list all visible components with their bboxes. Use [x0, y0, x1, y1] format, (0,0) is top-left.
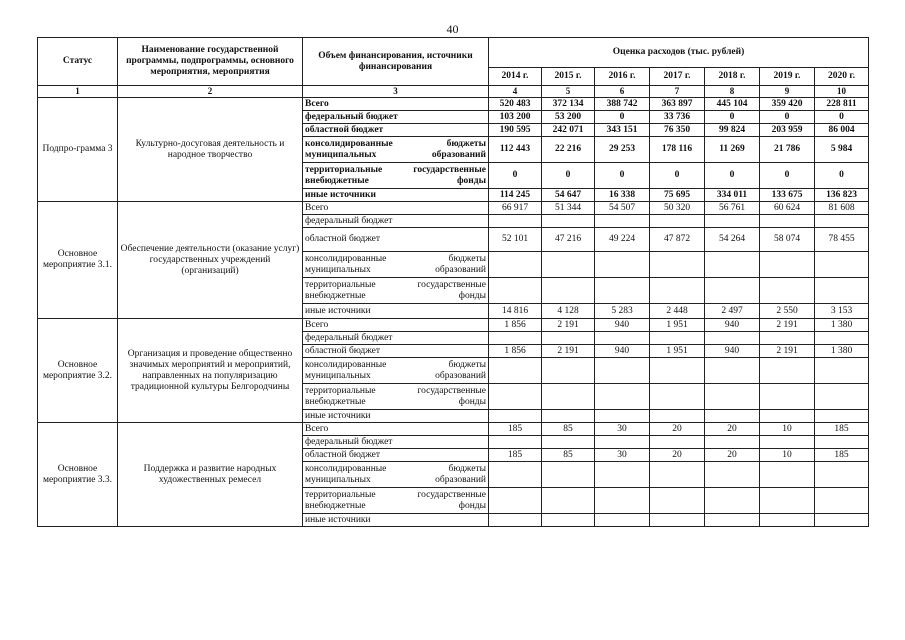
value-cell: 58 074 [760, 228, 815, 252]
value-cell: 0 [542, 163, 595, 189]
funding-source-cell: территориальные государственные внебюджетные фонды [303, 163, 489, 189]
value-cell [760, 215, 815, 228]
value-cell [595, 278, 650, 304]
value-cell [650, 514, 705, 527]
table-row [38, 423, 869, 436]
value-cell [815, 252, 869, 278]
value-cell [650, 332, 705, 345]
value-cell: 99 824 [705, 124, 760, 137]
value-cell [595, 436, 650, 449]
value-cell: 2 191 [760, 345, 815, 358]
funding-source-cell: территориальные государственные внебюджетные фонды [303, 278, 489, 304]
status-cell: Подпро-грамма 3 [38, 98, 118, 202]
header-volume: Объем финансирования, источники финансирования [303, 38, 489, 86]
funding-source-cell: иные источники [303, 514, 489, 527]
column-number: 4 [489, 86, 542, 98]
funding-source-cell: территориальные государственные внебюджетные фонды [303, 384, 489, 410]
column-number: 6 [595, 86, 650, 98]
value-cell: 2 497 [705, 304, 760, 319]
value-cell [542, 410, 595, 423]
value-cell [595, 332, 650, 345]
value-cell: 49 224 [595, 228, 650, 252]
column-number: 5 [542, 86, 595, 98]
value-cell [815, 436, 869, 449]
value-cell [650, 358, 705, 384]
value-cell: 14 816 [489, 304, 542, 319]
funding-source-cell: федеральный бюджет [303, 332, 489, 345]
value-cell: 940 [595, 319, 650, 332]
value-cell [815, 278, 869, 304]
column-number: 1 [38, 86, 118, 98]
value-cell: 54 647 [542, 189, 595, 202]
value-cell: 11 269 [705, 137, 760, 163]
header-year: 2020 г. [815, 68, 869, 86]
value-cell: 133 675 [760, 189, 815, 202]
value-cell [760, 410, 815, 423]
value-cell [760, 436, 815, 449]
value-cell: 2 191 [542, 319, 595, 332]
header-name: Наименование государственной программы, подпрограммы, основного мероприятия, мероприятия [118, 38, 303, 86]
value-cell [650, 462, 705, 488]
value-cell: 0 [760, 111, 815, 124]
value-cell [489, 410, 542, 423]
value-cell: 185 [489, 423, 542, 436]
value-cell: 940 [595, 345, 650, 358]
value-cell [705, 384, 760, 410]
value-cell [815, 514, 869, 527]
column-number: 3 [303, 86, 489, 98]
header-year: 2019 г. [760, 68, 815, 86]
value-cell: 47 216 [542, 228, 595, 252]
value-cell [595, 358, 650, 384]
value-cell: 30 [595, 449, 650, 462]
value-cell: 185 [815, 449, 869, 462]
value-cell: 0 [595, 111, 650, 124]
funding-source-cell: Всего [303, 98, 489, 111]
header-year: 2016 г. [595, 68, 650, 86]
value-cell: 5 283 [595, 304, 650, 319]
value-cell: 50 320 [650, 202, 705, 215]
value-cell: 1 856 [489, 319, 542, 332]
value-cell [489, 514, 542, 527]
value-cell [760, 278, 815, 304]
value-cell: 20 [650, 423, 705, 436]
value-cell: 1 380 [815, 345, 869, 358]
column-number: 9 [760, 86, 815, 98]
value-cell: 114 245 [489, 189, 542, 202]
value-cell [595, 252, 650, 278]
funding-source-cell: консолидированные бюджеты муниципальных образований [303, 137, 489, 163]
value-cell: 54 264 [705, 228, 760, 252]
value-cell [760, 332, 815, 345]
value-cell: 20 [650, 449, 705, 462]
value-cell [489, 488, 542, 514]
column-number: 8 [705, 86, 760, 98]
value-cell: 136 823 [815, 189, 869, 202]
value-cell: 66 917 [489, 202, 542, 215]
value-cell [489, 278, 542, 304]
value-cell: 185 [815, 423, 869, 436]
funding-source-cell: федеральный бюджет [303, 215, 489, 228]
value-cell [489, 332, 542, 345]
table-row [38, 98, 869, 111]
value-cell [705, 488, 760, 514]
value-cell: 78 455 [815, 228, 869, 252]
value-cell [760, 358, 815, 384]
funding-source-cell: Всего [303, 202, 489, 215]
value-cell: 0 [705, 163, 760, 189]
value-cell [650, 488, 705, 514]
funding-source-cell: федеральный бюджет [303, 436, 489, 449]
value-cell: 10 [760, 423, 815, 436]
value-cell: 372 134 [542, 98, 595, 111]
value-cell [650, 278, 705, 304]
funding-source-cell: консолидированные бюджеты муниципальных образований [303, 358, 489, 384]
value-cell [595, 384, 650, 410]
value-cell: 1 856 [489, 345, 542, 358]
value-cell [705, 462, 760, 488]
value-cell: 1 951 [650, 319, 705, 332]
header-year: 2015 г. [542, 68, 595, 86]
value-cell [705, 278, 760, 304]
value-cell: 363 897 [650, 98, 705, 111]
value-cell [705, 436, 760, 449]
value-cell: 242 071 [542, 124, 595, 137]
value-cell: 56 761 [705, 202, 760, 215]
value-cell [815, 488, 869, 514]
value-cell: 178 116 [650, 137, 705, 163]
status-cell: Основное мероприятие 3.2. [38, 319, 118, 423]
value-cell: 359 420 [760, 98, 815, 111]
funding-source-cell: областной бюджет [303, 228, 489, 252]
table-body [38, 98, 869, 527]
value-cell: 22 216 [542, 137, 595, 163]
value-cell [542, 358, 595, 384]
value-cell [542, 514, 595, 527]
funding-source-cell: федеральный бюджет [303, 111, 489, 124]
value-cell: 0 [489, 163, 542, 189]
program-name-cell: Поддержка и развитие народных художественных ремесел [118, 423, 303, 527]
value-cell [542, 462, 595, 488]
value-cell: 60 624 [760, 202, 815, 215]
value-cell [815, 384, 869, 410]
value-cell: 0 [705, 111, 760, 124]
page-number: 40 [446, 22, 459, 36]
value-cell: 0 [815, 111, 869, 124]
value-cell [650, 252, 705, 278]
funding-source-cell: территориальные государственные внебюджетные фонды [303, 488, 489, 514]
value-cell [650, 436, 705, 449]
value-cell [760, 488, 815, 514]
value-cell [650, 410, 705, 423]
value-cell [760, 252, 815, 278]
value-cell: 334 011 [705, 189, 760, 202]
funding-source-cell: Всего [303, 319, 489, 332]
financing-table [37, 37, 869, 527]
value-cell [542, 215, 595, 228]
funding-source-cell: консолидированные бюджеты муниципальных образований [303, 462, 489, 488]
value-cell: 0 [595, 163, 650, 189]
funding-source-cell: иные источники [303, 410, 489, 423]
value-cell [595, 514, 650, 527]
value-cell: 75 695 [650, 189, 705, 202]
funding-source-cell: областной бюджет [303, 345, 489, 358]
value-cell [542, 384, 595, 410]
funding-source-cell: консолидированные бюджеты муниципальных образований [303, 252, 489, 278]
column-number: 10 [815, 86, 869, 98]
value-cell [815, 215, 869, 228]
value-cell [542, 436, 595, 449]
value-cell: 445 104 [705, 98, 760, 111]
value-cell [542, 332, 595, 345]
value-cell: 29 253 [595, 137, 650, 163]
value-cell [705, 358, 760, 384]
value-cell [705, 332, 760, 345]
value-cell: 51 344 [542, 202, 595, 215]
value-cell: 0 [760, 163, 815, 189]
header-year: 2018 г. [705, 68, 760, 86]
value-cell: 190 595 [489, 124, 542, 137]
value-cell: 33 736 [650, 111, 705, 124]
value-cell: 47 872 [650, 228, 705, 252]
value-cell [650, 384, 705, 410]
value-cell: 228 811 [815, 98, 869, 111]
value-cell: 2 191 [760, 319, 815, 332]
value-cell: 4 128 [542, 304, 595, 319]
funding-source-cell: иные источники [303, 189, 489, 202]
value-cell [815, 358, 869, 384]
value-cell: 0 [815, 163, 869, 189]
value-cell [705, 514, 760, 527]
value-cell [595, 215, 650, 228]
value-cell [489, 436, 542, 449]
value-cell: 76 350 [650, 124, 705, 137]
value-cell: 112 443 [489, 137, 542, 163]
funding-source-cell: Всего [303, 423, 489, 436]
value-cell [760, 384, 815, 410]
header-year: 2017 г. [650, 68, 705, 86]
program-name-cell: Организация и проведение общественно значимых мероприятий и мероприятий, направленных на популяризацию традиционной культуры Белгородчины [118, 319, 303, 423]
program-name-cell: Культурно-досуговая деятельность и народное творчество [118, 98, 303, 202]
status-cell: Основное мероприятие 3.1. [38, 202, 118, 319]
value-cell [595, 410, 650, 423]
value-cell: 81 608 [815, 202, 869, 215]
value-cell: 20 [705, 449, 760, 462]
value-cell [815, 462, 869, 488]
value-cell [489, 384, 542, 410]
value-cell: 53 200 [542, 111, 595, 124]
value-cell [489, 215, 542, 228]
value-cell: 203 959 [760, 124, 815, 137]
value-cell: 2 550 [760, 304, 815, 319]
column-number: 2 [118, 86, 303, 98]
value-cell [542, 488, 595, 514]
value-cell: 86 004 [815, 124, 869, 137]
value-cell: 388 742 [595, 98, 650, 111]
value-cell: 1 951 [650, 345, 705, 358]
value-cell: 16 338 [595, 189, 650, 202]
funding-source-cell: областной бюджет [303, 449, 489, 462]
table-row [38, 202, 869, 215]
value-cell: 52 101 [489, 228, 542, 252]
value-cell: 2 191 [542, 345, 595, 358]
value-cell: 85 [542, 423, 595, 436]
header-status: Статус [38, 38, 118, 86]
value-cell: 940 [705, 319, 760, 332]
column-number: 7 [650, 86, 705, 98]
value-cell: 85 [542, 449, 595, 462]
value-cell [489, 358, 542, 384]
status-cell: Основное мероприятие 3.3. [38, 423, 118, 527]
value-cell [595, 488, 650, 514]
value-cell: 20 [705, 423, 760, 436]
value-cell: 1 380 [815, 319, 869, 332]
value-cell [542, 278, 595, 304]
value-cell: 0 [650, 163, 705, 189]
value-cell [489, 462, 542, 488]
funding-source-cell: областной бюджет [303, 124, 489, 137]
value-cell: 54 507 [595, 202, 650, 215]
value-cell [815, 410, 869, 423]
value-cell [705, 410, 760, 423]
value-cell: 21 786 [760, 137, 815, 163]
value-cell: 3 153 [815, 304, 869, 319]
value-cell: 2 448 [650, 304, 705, 319]
table-row [38, 319, 869, 332]
value-cell: 185 [489, 449, 542, 462]
value-cell [650, 215, 705, 228]
value-cell: 30 [595, 423, 650, 436]
program-name-cell: Обеспечение деятельности (оказание услуг) государственных учреждений (организаций) [118, 202, 303, 319]
funding-source-cell: иные источники [303, 304, 489, 319]
value-cell [760, 514, 815, 527]
value-cell [489, 252, 542, 278]
value-cell: 343 151 [595, 124, 650, 137]
value-cell [542, 252, 595, 278]
value-cell: 10 [760, 449, 815, 462]
header-year: 2014 г. [489, 68, 542, 86]
value-cell [595, 462, 650, 488]
value-cell [760, 462, 815, 488]
value-cell: 5 984 [815, 137, 869, 163]
value-cell [815, 332, 869, 345]
header-estimate: Оценка расходов (тыс. рублей) [489, 38, 869, 68]
value-cell: 520 483 [489, 98, 542, 111]
value-cell: 103 200 [489, 111, 542, 124]
value-cell [705, 215, 760, 228]
value-cell: 940 [705, 345, 760, 358]
value-cell [705, 252, 760, 278]
